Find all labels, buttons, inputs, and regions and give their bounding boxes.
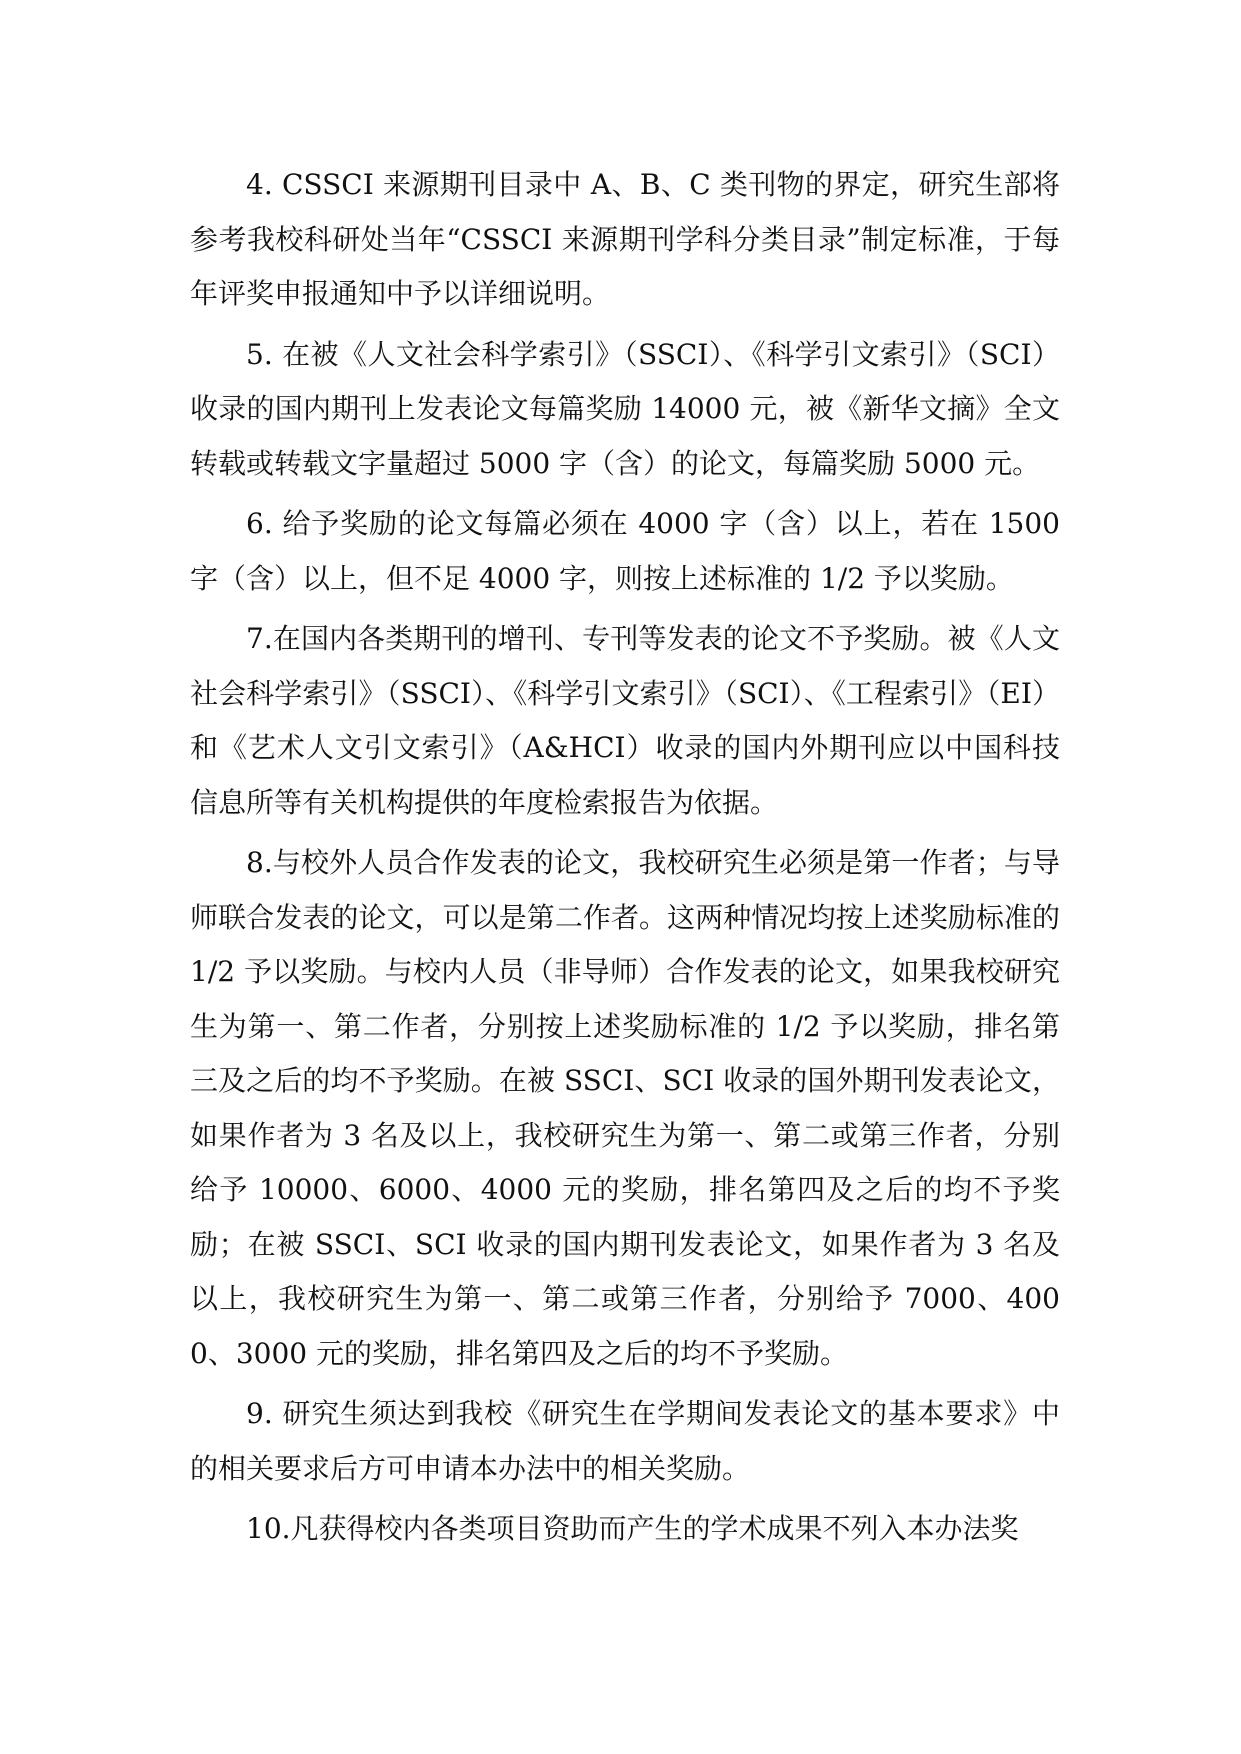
paragraph-item-5: 5. 在被《人文社会科学索引》（SSCI）、《科学引文索引》（SCI）收录的国内期刊上发表论文每篇奖励 14000 元，被《新华文摘》全文转载或转载文字量超过 5000 字（含）的论文，每篇奖励 5000 元。: [190, 337, 1060, 480]
paragraph-item-4: 4. CSSCI 来源期刊目录中 A、B、C 类刊物的界定，研究生部将参考我校科研处当年“CSSCI 来源期刊学科分类目录”制定标准，于每年评奖申报通知中予以详细说明。: [190, 168, 1060, 310]
document-body: [190, 158, 1060, 1557]
paragraph-item-6: 6. 给予奖励的论文每篇必须在 4000 字（含）以上，若在 1500 字（含）以上，但不足 4000 字，则按上述标准的 1/2 予以奖励。: [190, 507, 1060, 595]
paragraph-item-8: 8.与校外人员合作发表的论文，我校研究生必须是第一作者；与导师联合发表的论文，可以是第二作者。这两种情况均按上述奖励标准的 1/2 予以奖励。与校内人员（非导师）合作发表的论文，如果我校研究生为第一、第二作者，分别按上述奖励标准的 1/2 予以奖励，排名第三及之后的均不予奖励。在被 SSCI、SCI 收录的国外期刊发表论文，如果作者为 3 名及以上，我校研究生为第一、第二或第三作者，分别给予 10000、6000、4000 元的奖励，排名第四及之后的均不予奖励；在被 SSCI、SCI 收录的国内期刊发表论文，如果作者为 3 名及以上，我校研究生为第一、第二或第三作者，分别给予 7000、4000、3000 元的奖励，排名第四及之后的均不予奖励。: [190, 846, 1060, 1370]
paragraph-item-10: 10.凡获得校内各类项目资助而产生的学术成果不列入本办法奖: [246, 1512, 1019, 1545]
paragraph-item-9: 9. 研究生须达到我校《研究生在学期间发表论文的基本要求》中的相关要求后方可申请本办法中的相关奖励。: [190, 1397, 1060, 1485]
paragraph-item-7: 7.在国内各类期刊的增刊、专刊等发表的论文不予奖励。被《人文社会科学索引》（SSCI）、《科学引文索引》（SCI）、《工程索引》（EI）和《艺术人文引文索引》（A&HCI）收录的国内外期刊应以中国科技信息所等有关机构提供的年度检索报告为依据。: [190, 622, 1060, 819]
